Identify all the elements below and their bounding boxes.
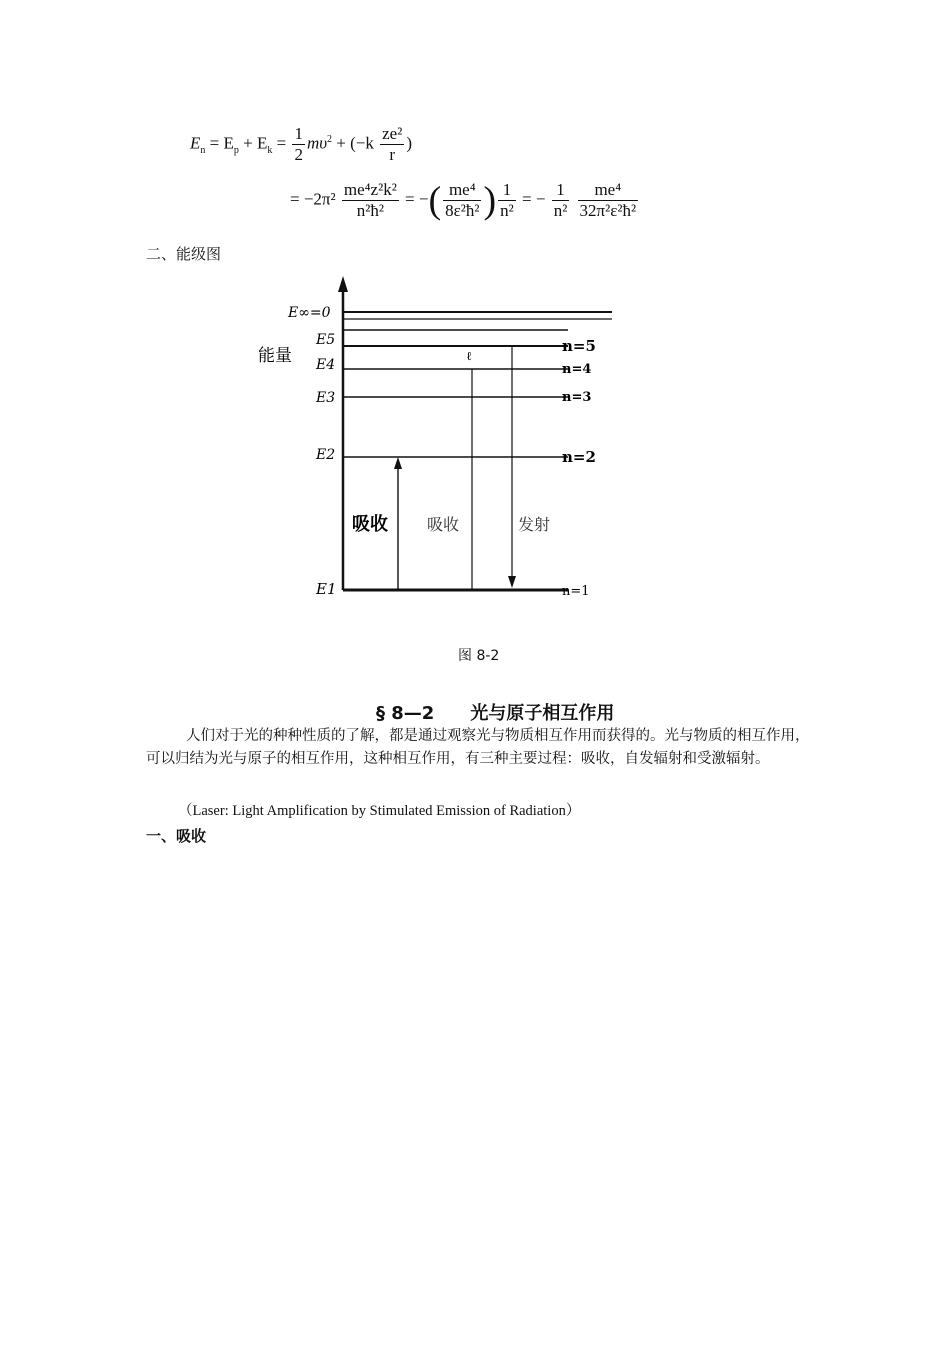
n-label-3: n=3 [562, 390, 592, 405]
small-mark: ℓ [466, 349, 472, 363]
frac5-den: 32π²ε²ħ² [579, 201, 637, 220]
frac3-num: 1 [498, 180, 516, 201]
eq2-b: = − [405, 189, 429, 209]
frac4-den: n² [553, 201, 568, 220]
figure-caption: 图 8-2 [458, 648, 500, 664]
equation-line-1 [190, 124, 412, 165]
frac2 [443, 180, 481, 221]
region-absorb-2: 吸收 [427, 515, 460, 534]
n-label-2: n=2 [562, 448, 596, 466]
frac1-den: n²ħ² [356, 201, 384, 220]
frac4 [552, 180, 570, 221]
eq-term2-open: + (−k [336, 133, 374, 153]
frac-half-den: 2 [294, 145, 303, 164]
eq2-a: = −2π² [290, 189, 336, 209]
frac5-num: me⁴ [578, 180, 639, 201]
eq-ek: + E [243, 133, 268, 153]
region-emit: 发射 [518, 515, 551, 534]
frac1-num: me⁴z²k² [343, 180, 397, 199]
level-label-e5: E5 [316, 332, 336, 348]
frac2-num: me⁴ [443, 180, 481, 201]
eq-ep-sub: p [233, 144, 239, 156]
frac-half [292, 124, 305, 165]
region-absorb-1: 吸收 [352, 514, 388, 535]
eq-term2-close: ) [406, 133, 412, 153]
level-label-e3: E3 [316, 390, 336, 406]
frac-half-num: 1 [294, 124, 303, 143]
eq-en-sub: n [200, 144, 206, 156]
eq-mv: mυ [306, 133, 328, 153]
frac-ze-r [380, 124, 404, 165]
level-label-e1: E1 [316, 580, 337, 598]
laser-note: （Laser: Light Amplification by Stimulated Emission of Radiation） [178, 803, 581, 819]
subheading-absorption: 一、吸收 [146, 827, 207, 845]
frac5 [578, 180, 639, 221]
eq-equals: = [276, 133, 287, 153]
level-label-e4: E4 [316, 357, 336, 373]
eq2-c: = − [522, 189, 546, 209]
level-label-inf: E∞=0 [288, 305, 331, 321]
frac4-num: 1 [552, 180, 570, 201]
y-axis-label: 能量 [258, 346, 292, 366]
frac3 [498, 180, 516, 221]
energy-level-diagram [250, 272, 630, 612]
n-label-4: n=4 [562, 362, 592, 377]
eq-en: E [190, 133, 201, 153]
level-label-e2: E2 [316, 447, 336, 463]
emission-arrowhead [508, 576, 516, 588]
eq-ek-sub: k [267, 144, 273, 156]
frac3-den: n² [500, 201, 514, 220]
axis-arrowhead [338, 276, 348, 292]
paren-close: ) [483, 179, 497, 222]
equation-line-2 [290, 180, 640, 221]
eq-ep: = E [209, 133, 234, 153]
intro-paragraph: 人们对于光的种种性质的了解，都是通过观察光与物质相互作用而获得的。光与物质的相互作用，可以归结为光与原子的相互作用，这种相互作用，有三种主要过程：吸收，自发辐射和受激辐射。 [146, 728, 810, 767]
n-label-5: n=5 [562, 337, 596, 355]
n-label-1: n=1 [562, 584, 590, 599]
section2-heading: 二、能级图 [146, 245, 222, 263]
absorption-arrowhead-1 [394, 457, 402, 469]
eq-mv-sup: 2 [327, 133, 333, 145]
section-title: § 8—2 光与原子相互作用 [376, 703, 615, 724]
frac-r-den: r [389, 145, 396, 164]
frac2-den: 8ε²ħ² [445, 201, 480, 220]
frac1 [342, 180, 399, 221]
frac-ze-num: ze² [382, 124, 403, 143]
paren-open: ( [428, 179, 442, 222]
